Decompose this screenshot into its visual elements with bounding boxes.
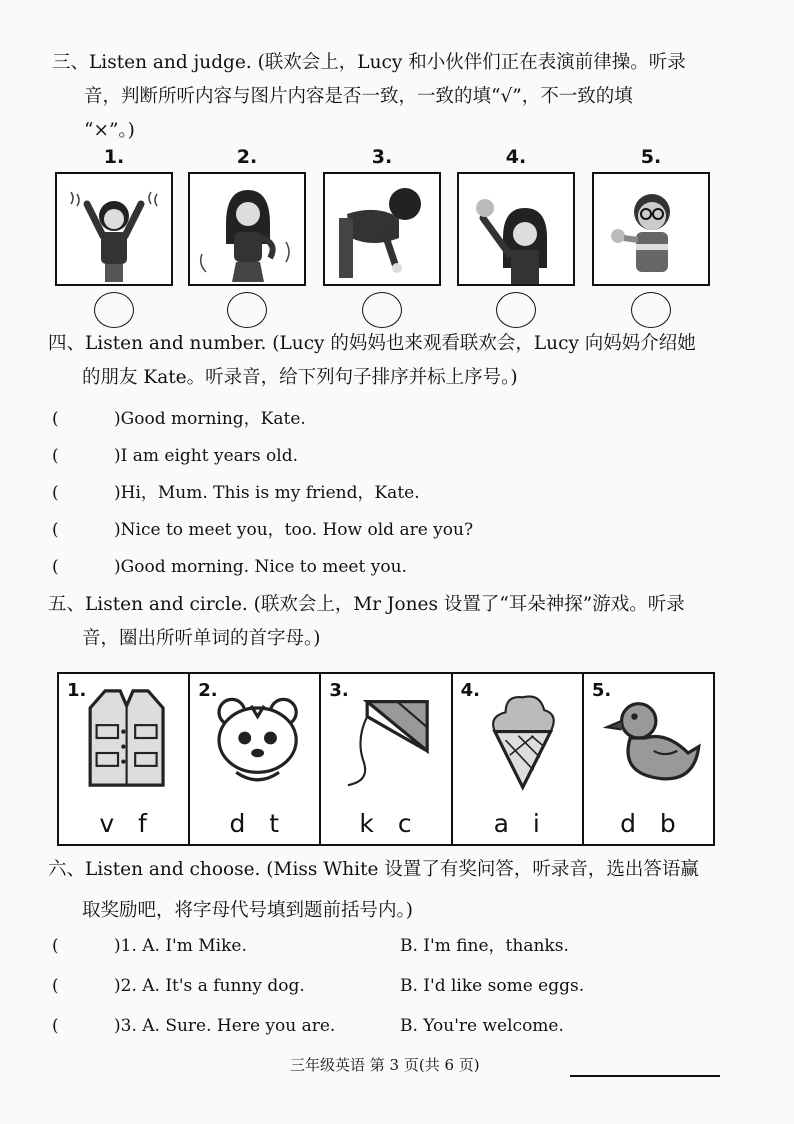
- table-cell-3: 3. k c: [321, 674, 452, 844]
- duck-icon: [598, 684, 705, 792]
- number-item-1: ( )Good morning，Kate.: [52, 409, 306, 429]
- answer-circle[interactable]: [496, 292, 536, 328]
- picture-item-4: [457, 146, 575, 328]
- number-item-2: ( )I am eight years old.: [52, 446, 298, 466]
- picture-arms-up: [55, 172, 173, 286]
- picture-item-1: [55, 146, 173, 328]
- picture-hand-on-head: [457, 172, 575, 286]
- picture-number: 1.: [103, 146, 125, 168]
- table-cell-1: 1. v f: [59, 674, 190, 844]
- answer-circle[interactable]: [631, 292, 671, 328]
- letter-choices[interactable]: d t: [229, 809, 281, 838]
- picture-number: 2.: [236, 146, 258, 168]
- ice-cream-icon: [467, 684, 574, 792]
- letter-choices[interactable]: a i: [493, 809, 541, 838]
- number-item-3: ( )Hi，Mum. This is my friend，Kate.: [52, 483, 420, 503]
- choose-item-3: ( )3. A. Sure. Here you are. B. You're welcome.: [52, 1016, 564, 1036]
- section5-title: 五、Listen and circle. (联欢会上，Mr Jones 设置了“耳朵神探”游戏。听录 音，圈出所听单词的首字母。): [48, 594, 685, 649]
- table-cell-4: 4. a i: [453, 674, 584, 844]
- kite-icon: [335, 684, 442, 792]
- section3-title: 三、Listen and judge. (联欢会上，Lucy 和小伙伴们正在表演前律操。听录 音，判断所听内容与图片内容是否一致，一致的填“√”，不一致的填 “×”。): [52, 52, 686, 141]
- answer-circle[interactable]: [94, 292, 134, 328]
- section6-title: 六、Listen and choose. (Miss White 设置了有奖问答，听录音，选出答语赢 取奖励吧，将字母代号填到题前括号内。): [48, 859, 699, 921]
- picture-item-3: [323, 146, 441, 328]
- table-cell-2: 2. d t: [190, 674, 321, 844]
- choose-item-1: ( )1. A. I'm Mike. B. I'm fine，thanks.: [52, 936, 569, 956]
- answer-circle[interactable]: [362, 292, 402, 328]
- number-item-5: ( )Good morning. Nice to meet you.: [52, 557, 407, 577]
- letter-choices[interactable]: k c: [359, 809, 413, 838]
- section4-title: 四、Listen and number. (Lucy 的妈妈也来观看联欢会，Lucy 向妈妈介绍她 的朋友 Kate。听录音，给下列句子排序并标上序号。): [48, 333, 696, 388]
- picture-number: 5.: [640, 146, 662, 168]
- choose-item-2: ( )2. A. It's a funny dog. B. I'd like some eggs.: [52, 976, 585, 996]
- footer-line: [570, 1075, 720, 1077]
- picture-item-5: [592, 146, 710, 328]
- picture-boy-glasses: [592, 172, 710, 286]
- vest-icon: [73, 684, 180, 792]
- letter-choices[interactable]: d b: [620, 809, 677, 838]
- picture-number: 4.: [505, 146, 527, 168]
- picture-item-2: [188, 146, 306, 328]
- circle-letter-table: [57, 672, 715, 846]
- page-footer: 三年级英语 第 3 页(共 6 页): [290, 1056, 480, 1074]
- picture-bending: [323, 172, 441, 286]
- number-item-4: ( )Nice to meet you，too. How old are you?: [52, 520, 474, 540]
- tiger-icon: [204, 684, 311, 792]
- section3-pictures: [55, 146, 735, 326]
- table-cell-5: 5. d b: [584, 674, 713, 844]
- picture-number: 3.: [371, 146, 393, 168]
- letter-choices[interactable]: v f: [99, 809, 148, 838]
- picture-hands-waist: [188, 172, 306, 286]
- answer-circle[interactable]: [227, 292, 267, 328]
